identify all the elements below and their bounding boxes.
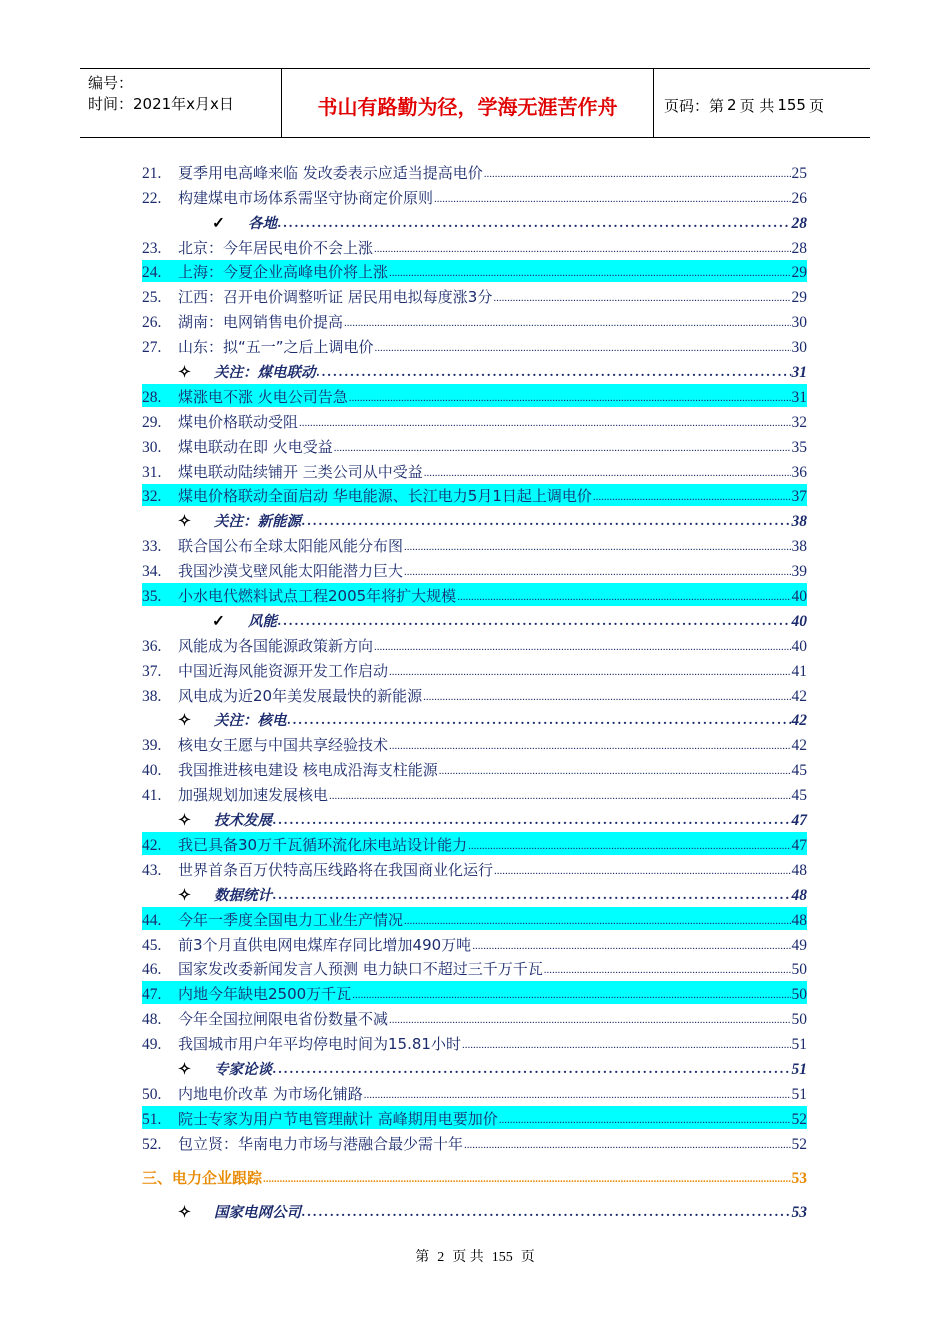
toc-entry-number: 40. bbox=[142, 762, 162, 780]
toc-entry[interactable] bbox=[142, 307, 807, 332]
table-of-contents bbox=[142, 158, 807, 1222]
toc-entry[interactable] bbox=[142, 158, 807, 183]
toc-entry[interactable] bbox=[142, 482, 807, 507]
page-mid: 页 共 bbox=[739, 96, 775, 115]
toc-entry-number: 49. bbox=[142, 1036, 162, 1054]
toc-entry[interactable] bbox=[142, 531, 807, 556]
toc-entry-number: 27. bbox=[142, 339, 162, 357]
toc-leader-dots bbox=[468, 837, 790, 855]
toc-leader-dots bbox=[464, 1136, 790, 1154]
toc-entry-title: 今年全国拉闸限电省份数量不减 bbox=[178, 1010, 389, 1029]
toc-entry-title: 国家发改委新闻发言人预测 电力缺口不超过三千万千瓦 bbox=[178, 960, 543, 979]
toc-leader-dots bbox=[462, 1036, 791, 1054]
toc-chapter-page: 53 bbox=[791, 1169, 807, 1187]
toc-entry[interactable] bbox=[142, 258, 807, 283]
toc-entry-number: 37. bbox=[142, 662, 162, 680]
toc-entry-number: 39. bbox=[142, 737, 162, 755]
toc-entry[interactable] bbox=[142, 930, 807, 955]
toc-entry-page: 40 bbox=[791, 637, 807, 655]
toc-entry-number: 51. bbox=[142, 1110, 162, 1128]
checkmark-icon: ✓ bbox=[212, 612, 225, 630]
toc-entry-page: 41 bbox=[791, 662, 807, 680]
toc-entry-title: 风能成为各国能源政策新方向 bbox=[178, 636, 374, 655]
toc-section-title: 关注：核电 bbox=[214, 713, 287, 730]
toc-entry[interactable] bbox=[142, 407, 807, 432]
footer-mid: 页 共 bbox=[452, 1250, 484, 1265]
toc-entry[interactable] bbox=[142, 730, 807, 755]
toc-leader-dots bbox=[389, 737, 790, 755]
toc-entry-page: 39 bbox=[791, 563, 807, 581]
footer-current: 2 bbox=[437, 1250, 445, 1265]
toc-entry[interactable] bbox=[142, 183, 807, 208]
toc-section-page: 31 bbox=[791, 364, 807, 382]
toc-entry-page: 50 bbox=[791, 1011, 807, 1029]
toc-entry-title: 世界首条百万伏特高压线路将在我国商业化运行 bbox=[178, 860, 494, 879]
toc-entry[interactable] bbox=[142, 681, 807, 706]
toc-entry[interactable] bbox=[142, 755, 807, 780]
page-header bbox=[80, 68, 870, 138]
toc-entry-number: 48. bbox=[142, 1011, 162, 1029]
toc-entry-page: 32 bbox=[791, 413, 807, 431]
toc-section-title: 国家电网公司 bbox=[214, 1204, 301, 1221]
toc-entry-page: 29 bbox=[791, 264, 807, 282]
toc-entry-title: 包立贤：华南电力市场与港融合最少需十年 bbox=[178, 1134, 464, 1153]
toc-entry[interactable] bbox=[142, 332, 807, 357]
toc-leader-dots bbox=[278, 613, 791, 631]
toc-leader-dots bbox=[494, 862, 790, 880]
toc-entry-page: 26 bbox=[791, 189, 807, 207]
toc-entry-page: 42 bbox=[791, 737, 807, 755]
diamond-star-icon: ✧ bbox=[178, 886, 191, 904]
toc-entry-number: 42. bbox=[142, 836, 162, 854]
toc-entry-title: 联合国公布全球太阳能风能分布图 bbox=[178, 537, 404, 556]
toc-entry-number: 36. bbox=[142, 637, 162, 655]
toc-entry-page: 48 bbox=[791, 861, 807, 879]
toc-entry-number: 52. bbox=[142, 1135, 162, 1153]
toc-entry[interactable] bbox=[142, 805, 807, 830]
toc-entry-number: 28. bbox=[142, 388, 162, 406]
diamond-star-icon: ✧ bbox=[178, 712, 191, 730]
toc-entry-page: 40 bbox=[791, 588, 807, 606]
toc-leader-dots bbox=[544, 961, 791, 979]
toc-entry-title: 内地电价改革 为市场化铺路 bbox=[178, 1084, 363, 1103]
toc-section-page: 53 bbox=[791, 1203, 807, 1221]
toc-entry[interactable] bbox=[142, 631, 807, 656]
toc-entry[interactable] bbox=[142, 1188, 807, 1222]
toc-entry-title: 煤涨电不涨 火电公司告急 bbox=[178, 387, 348, 406]
header-motto: 书山有路勤为径，学海无涯苦作舟 bbox=[282, 69, 654, 137]
toc-entry[interactable] bbox=[142, 830, 807, 855]
toc-entry-number: 38. bbox=[142, 687, 162, 705]
toc-entry[interactable] bbox=[142, 1129, 807, 1154]
toc-entry[interactable] bbox=[142, 880, 807, 905]
code-label: 编号： bbox=[88, 74, 134, 92]
toc-entry-title: 加强规划加速发展核电 bbox=[178, 786, 329, 805]
toc-entry-title: 煤电联动在即 火电受益 bbox=[178, 437, 333, 456]
page-prefix: 页码：第 bbox=[664, 96, 725, 115]
toc-leader-dots bbox=[273, 812, 791, 830]
toc-entry-page: 50 bbox=[791, 961, 807, 979]
toc-entry-page: 29 bbox=[791, 289, 807, 307]
footer-suffix: 页 bbox=[520, 1250, 535, 1265]
toc-entry[interactable] bbox=[142, 233, 807, 258]
toc-entry-number: 35. bbox=[142, 588, 162, 606]
toc-entry-title: 风电成为近20年美发展最快的新能源 bbox=[178, 686, 423, 705]
toc-entry-number: 46. bbox=[142, 961, 162, 979]
toc-entry-page: 51 bbox=[791, 1085, 807, 1103]
toc-entry-number: 44. bbox=[142, 911, 162, 929]
toc-entry-title: 院士专家为用户节电管理献计 高峰期用电要加价 bbox=[178, 1109, 498, 1128]
toc-leader-dots bbox=[484, 165, 791, 183]
toc-leader-dots bbox=[374, 240, 790, 258]
toc-entry[interactable] bbox=[142, 979, 807, 1004]
toc-entry-page: 28 bbox=[791, 239, 807, 257]
toc-entry-page: 36 bbox=[791, 463, 807, 481]
diamond-star-icon: ✧ bbox=[178, 364, 191, 382]
toc-section-title: 关注：新能源 bbox=[214, 514, 301, 531]
toc-entry-title: 构建煤电市场体系需坚守协商定价原则 bbox=[178, 188, 434, 207]
time-label: 时间：2021年x月x日 bbox=[88, 95, 234, 113]
page-total: 155 bbox=[777, 96, 806, 114]
toc-leader-dots bbox=[364, 1086, 791, 1104]
toc-entry-page: 42 bbox=[791, 687, 807, 705]
toc-entry[interactable] bbox=[142, 357, 807, 382]
toc-leader-dots bbox=[352, 986, 790, 1004]
header-meta bbox=[80, 69, 282, 137]
toc-leader-dots bbox=[273, 1061, 791, 1079]
toc-entry[interactable] bbox=[142, 706, 807, 731]
toc-entry-page: 30 bbox=[791, 339, 807, 357]
toc-entry-number: 21. bbox=[142, 164, 162, 182]
toc-leader-dots bbox=[278, 215, 791, 233]
toc-leader-dots bbox=[389, 1011, 790, 1029]
toc-entry-title: 前3个月直供电网电煤库存同比增加490万吨 bbox=[178, 935, 472, 954]
toc-entry[interactable] bbox=[142, 1004, 807, 1029]
toc-entry-number: 26. bbox=[142, 314, 162, 332]
toc-entry-number: 33. bbox=[142, 538, 162, 556]
toc-entry[interactable] bbox=[142, 905, 807, 930]
toc-section-page: 47 bbox=[791, 812, 807, 830]
toc-leader-dots bbox=[593, 488, 791, 506]
toc-entry[interactable] bbox=[142, 1104, 807, 1129]
toc-leader-dots bbox=[299, 414, 790, 432]
toc-leader-dots bbox=[375, 339, 791, 357]
toc-entry-page: 50 bbox=[791, 986, 807, 1004]
toc-entry[interactable] bbox=[142, 457, 807, 482]
toc-leader-dots bbox=[404, 912, 790, 930]
toc-entry[interactable] bbox=[142, 855, 807, 880]
toc-entry-number: 30. bbox=[142, 438, 162, 456]
toc-entry-title: 煤电价格联动受阻 bbox=[178, 412, 299, 431]
toc-leader-dots bbox=[344, 314, 790, 332]
toc-entry[interactable] bbox=[142, 1079, 807, 1104]
toc-leader-dots bbox=[334, 439, 791, 457]
toc-entry-title: 上海：今夏企业高峰电价将上涨 bbox=[178, 263, 389, 282]
toc-section-title: 数据统计 bbox=[214, 887, 272, 904]
toc-entry[interactable] bbox=[142, 606, 807, 631]
toc-entry-title: 我国推进核电建设 核电成沿海支柱能源 bbox=[178, 761, 438, 780]
toc-section-title: 专家论谈 bbox=[214, 1061, 272, 1078]
diamond-star-icon: ✧ bbox=[178, 1060, 191, 1078]
toc-entry-number: 43. bbox=[142, 861, 162, 879]
diamond-star-icon: ✧ bbox=[178, 812, 191, 830]
toc-entry[interactable] bbox=[142, 581, 807, 606]
toc-entry-page: 38 bbox=[791, 538, 807, 556]
toc-entry-page: 25 bbox=[791, 164, 807, 182]
toc-section-page: 38 bbox=[791, 513, 807, 531]
toc-section-page: 40 bbox=[791, 612, 807, 630]
toc-entry-page: 45 bbox=[791, 787, 807, 805]
toc-entry[interactable] bbox=[142, 432, 807, 457]
toc-section-page: 42 bbox=[791, 712, 807, 730]
toc-entry-number: 34. bbox=[142, 563, 162, 581]
toc-leader-dots bbox=[329, 787, 790, 805]
toc-entry-title: 我已具备30万千瓦循环流化床电站设计能力 bbox=[178, 835, 468, 854]
toc-entry[interactable] bbox=[142, 955, 807, 980]
toc-entry-page: 47 bbox=[791, 836, 807, 854]
toc-entry[interactable] bbox=[142, 780, 807, 805]
footer-prefix: 第 bbox=[415, 1250, 430, 1265]
toc-entry-number: 22. bbox=[142, 189, 162, 207]
toc-leader-dots bbox=[499, 1111, 791, 1129]
toc-entry-number: 25. bbox=[142, 289, 162, 307]
toc-entry-page: 52 bbox=[791, 1135, 807, 1153]
toc-entry-title: 今年一季度全国电力工业生产情况 bbox=[178, 910, 404, 929]
toc-entry-title: 中国近海风能资源开发工作启动 bbox=[178, 661, 389, 680]
toc-entry-title: 我国城市用户年平均停电时间为15.81小时 bbox=[178, 1035, 461, 1054]
toc-entry[interactable] bbox=[142, 1154, 807, 1188]
toc-leader-dots bbox=[423, 688, 790, 706]
toc-section-title: 关注：煤电联动 bbox=[214, 365, 316, 382]
toc-entry-number: 41. bbox=[142, 787, 162, 805]
toc-entry-title: 小水电代燃料试点工程2005年将扩大规模 bbox=[178, 587, 457, 606]
toc-entry-title: 北京：今年居民电价不会上涨 bbox=[178, 238, 374, 257]
toc-section-page: 48 bbox=[791, 886, 807, 904]
toc-section-title: 各地 bbox=[248, 215, 277, 232]
toc-leader-dots bbox=[273, 887, 791, 905]
toc-entry-page: 45 bbox=[791, 762, 807, 780]
toc-entry-title: 湖南：电网销售电价提高 bbox=[178, 313, 344, 332]
toc-leader-dots bbox=[263, 1170, 790, 1188]
toc-entry-title: 夏季用电高峰来临 发改委表示应适当提高电价 bbox=[178, 163, 483, 182]
toc-chapter-title: 三、电力企业跟踪 bbox=[142, 1168, 263, 1187]
toc-entry[interactable] bbox=[142, 656, 807, 681]
toc-section-page: 28 bbox=[791, 214, 807, 232]
page-current: 2 bbox=[727, 96, 737, 114]
toc-entry[interactable] bbox=[142, 1054, 807, 1079]
toc-entry-page: 30 bbox=[791, 314, 807, 332]
toc-leader-dots bbox=[493, 289, 790, 307]
toc-entry-page: 52 bbox=[791, 1110, 807, 1128]
toc-entry[interactable] bbox=[142, 556, 807, 581]
toc-leader-dots bbox=[472, 937, 790, 955]
toc-leader-dots bbox=[424, 464, 791, 482]
toc-leader-dots bbox=[434, 190, 790, 208]
toc-entry[interactable] bbox=[142, 208, 807, 233]
toc-entry[interactable] bbox=[142, 382, 807, 407]
toc-entry[interactable] bbox=[142, 1029, 807, 1054]
toc-entry-title: 核电女王愿与中国共享经验技术 bbox=[178, 736, 389, 755]
page-footer bbox=[0, 1246, 950, 1266]
toc-section-title: 风能 bbox=[248, 613, 277, 630]
toc-entry-number: 29. bbox=[142, 413, 162, 431]
footer-total: 155 bbox=[491, 1250, 513, 1265]
diamond-star-icon: ✧ bbox=[178, 513, 191, 531]
toc-entry-number: 31. bbox=[142, 463, 162, 481]
toc-leader-dots bbox=[389, 663, 790, 681]
toc-section-title: 技术发展 bbox=[214, 813, 272, 830]
toc-entry-number: 47. bbox=[142, 986, 162, 1004]
toc-leader-dots bbox=[317, 364, 791, 382]
toc-entry-title: 煤电价格联动全面启动 华电能源、长江电力5月1日起上调电价 bbox=[178, 487, 592, 506]
toc-entry-title: 江西：召开电价调整听证 居民用电拟每度涨3分 bbox=[178, 288, 493, 307]
toc-leader-dots bbox=[404, 538, 790, 556]
toc-leader-dots bbox=[457, 588, 790, 606]
toc-entry-page: 48 bbox=[791, 911, 807, 929]
toc-entry-title: 煤电联动陆续铺开 三类公司从中受益 bbox=[178, 462, 423, 481]
toc-entry-page: 51 bbox=[791, 1036, 807, 1054]
diamond-star-icon: ✧ bbox=[178, 1203, 191, 1221]
toc-entry-title: 内地今年缺电2500万千瓦 bbox=[178, 985, 352, 1004]
toc-entry-title: 我国沙漠戈壁风能太阳能潜力巨大 bbox=[178, 562, 404, 581]
header-page-info bbox=[654, 69, 870, 137]
toc-entry-page: 49 bbox=[791, 936, 807, 954]
toc-entry-page: 31 bbox=[791, 388, 807, 406]
toc-entry-number: 50. bbox=[142, 1085, 162, 1103]
toc-entry[interactable] bbox=[142, 282, 807, 307]
toc-entry-title: 山东：拟“五一”之后上调电价 bbox=[178, 338, 374, 357]
toc-entry-number: 23. bbox=[142, 239, 162, 257]
toc-leader-dots bbox=[349, 389, 791, 407]
page-suffix: 页 bbox=[808, 96, 824, 115]
toc-leader-dots bbox=[302, 1204, 791, 1222]
toc-leader-dots bbox=[404, 563, 790, 581]
toc-leader-dots bbox=[439, 762, 791, 780]
toc-entry-page: 35 bbox=[791, 438, 807, 456]
checkmark-icon: ✓ bbox=[212, 214, 225, 232]
toc-entry[interactable] bbox=[142, 506, 807, 531]
toc-section-page: 51 bbox=[791, 1060, 807, 1078]
toc-leader-dots bbox=[389, 264, 790, 282]
toc-leader-dots bbox=[288, 712, 791, 730]
toc-leader-dots bbox=[374, 638, 790, 656]
toc-leader-dots bbox=[302, 513, 791, 531]
toc-entry-number: 32. bbox=[142, 488, 162, 506]
toc-entry-number: 45. bbox=[142, 936, 162, 954]
toc-entry-page: 37 bbox=[791, 488, 807, 506]
toc-entry-number: 24. bbox=[142, 264, 162, 282]
